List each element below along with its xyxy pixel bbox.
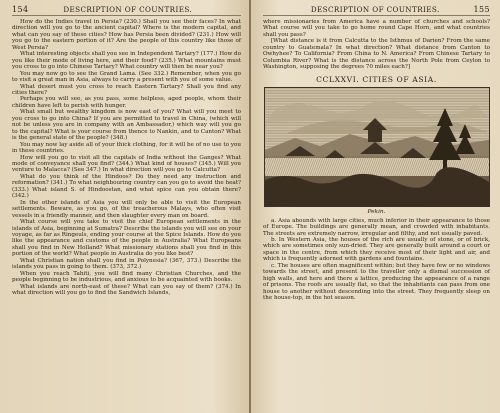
figure-title: CCLXXVI. CITIES OF ASIA. bbox=[316, 74, 437, 84]
right-page bbox=[249, 0, 500, 413]
right-paragraph: c. The houses are often magnificent within; but they have few or no windows towards the street, and present to the traveller only a dismal succession of high walls, and here and there a lattice, producing the appearance of a range of prisons. The roofs are usually flat, so that the inhabitants can pass from one house to another without descending into the street. They frequently sleep on the house-top, in the hot season. bbox=[263, 262, 490, 302]
left-page-body bbox=[12, 19, 241, 296]
right-page-body bbox=[263, 218, 490, 302]
left-page-number: 154 bbox=[12, 5, 29, 14]
left-paragraph: What Christian nation shall you find in Polynesia? (367, 373.) Describe the islands you pass in going to them. (373, 372.) bbox=[12, 257, 241, 271]
right-intro-paragraph: [What distance is it from Calcutta to the Isthmus of Darien? From the same country to Guatemala? In what direction? What distance from Canton to Owhyhee? To California? From China to N. America? From Chinese Tartary to Columbia River? What is the distance across the North Pole from Ceylon to Washington, supposing the degrees 70 miles each?] bbox=[263, 38, 490, 71]
right-page-number: 155 bbox=[473, 5, 490, 14]
left-running-head: DESCRIPTION OF COUNTRIES. bbox=[63, 5, 193, 14]
right-running-head: DESCRIPTION OF COUNTRIES. bbox=[310, 5, 440, 14]
left-paragraph: How do the Indies travel in Persia? (230.) Shall you see their faces? In what direction will you go to the ancient capital? Where is the modern capital, and what can you say of these cities? How has Persia been divided? (231.) How will you go to the eastern portion of it? Are the people of this country like those of West Persia? bbox=[12, 19, 241, 51]
left-paragraph: What interesting objects shall you see in Independent Tartary? (177.) How do you like their mode of living here, and their food? (235.) What mountains must you cross to go into Chinese Tartary? What country will then be near you? bbox=[12, 51, 241, 71]
right-paragraph: b. In Western Asia, the houses of the rich are usually of stone, or of brick, which are sometimes only sun-dried. They are generally built around a court or space in the centre, from which they receive most of their light and air, and which is frequently adorned with gardens and fountains. bbox=[263, 236, 490, 263]
left-paragraph: How will you go to visit all the capitals of India without the Ganges? What mode of conveyance shall you find? (344.) What kind of houses? (345.) Will you venture to Malacca? (See 347.) In what direction will you go to Calcutta? bbox=[12, 154, 241, 174]
left-paragraph: When you reach Tahiti, you will find many Christian Churches, and the people beginning to be industrious, and anxious to be acquainted with books. bbox=[12, 270, 241, 284]
left-paragraph: In the other islands of Asia you will only be able to visit the European settlements. Beware, as you go, of the treacherous Malays, who often visit vessels in a friendly manner, and then slaughter every man on board. bbox=[12, 199, 241, 219]
right-page-header bbox=[263, 5, 490, 16]
left-paragraph: What desert must you cross to reach Eastern Tartary? Shall you find any cities there? bbox=[12, 83, 241, 96]
left-paragraph: What small but wealthy kingdom is now east of you? What will you meet to you cross to go into China? If you are permitted to travel in China, (which will not be unless you are in company with an Ambassador,) which way will you go to the capital? What is your course from thence to Nankin, and to Canton? What is the general state of the people? (348.) bbox=[12, 109, 241, 142]
book-gutter bbox=[249, 0, 251, 413]
left-page bbox=[0, 0, 249, 413]
right-intro-paragraph: where missionaries from America have a number of churches and schools? What course will you take to go home round Cape Horn, and what countries shall you pass? bbox=[263, 19, 490, 38]
figure-caption: Pekin. bbox=[367, 208, 386, 215]
right-page-intro bbox=[263, 19, 490, 71]
left-paragraph: What do you think of the Hindoos? Do they need any instruction and reformation? (341.) To what neighbouring country can you go to avoid the heat? (333.) What island S. of Hindoostan, and what spice can you obtain there? (342.) bbox=[12, 173, 241, 200]
left-paragraph: Perhaps you will see, as you pass, some helpless, aged people, whom their children have left to perish with hunger. bbox=[12, 96, 241, 109]
left-paragraph: You may now go to see the Grand Lama. (See 332.) Remember, when you go to visit a great man in Asia, always to carry a present with you of some value. bbox=[12, 70, 241, 84]
pekin-engraving-image bbox=[264, 87, 490, 207]
left-paragraph: What course will you take to visit the chief European settlements in the islands of Asia, beginning at Sumatra? Describe the islands you will see on your voyage, as far as Ringeuls, ending your course at the Spice Islands. How do you like the appearance and customs of the people in Australia? What Europeans shall you find in New Holland? What missionary stations shall you find in this portion of the world? What people in Australia do you like best? bbox=[12, 219, 241, 258]
left-paragraph: What islands are north-east of these? What can you say of them? (374.) In what direction will you go to find the Sandwich Islands, bbox=[12, 283, 241, 297]
right-paragraph: a. Asia abounds with large cities, much inferior in their appearance to those of Europe. The buildings are generally mean, and crowded with inhabitants. The streets are extremely narrow, irregular and filthy, and not usually paved. bbox=[263, 217, 490, 237]
left-paragraph: You may now lay aside all of your thick clothing, for it will be of no use to you in these countries. bbox=[12, 141, 241, 155]
left-page-header bbox=[12, 5, 241, 16]
